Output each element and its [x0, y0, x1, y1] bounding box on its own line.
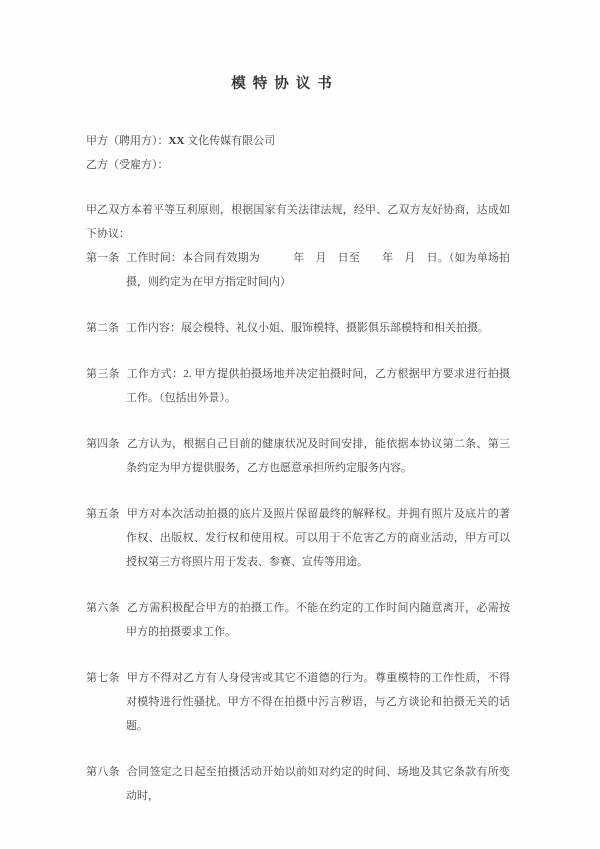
party-b-line: [86, 153, 510, 177]
clause-8-label: 第八条: [86, 766, 120, 778]
clause-3-label: 第三条: [86, 368, 120, 380]
clause-6-text: 乙方需积极配合甲方的拍摄工作。不能在约定的工作时间内随意离开，必需按甲方的拍摄要求工作。: [126, 602, 511, 638]
clause-5-text: 甲方对本次活动拍摄的底片及照片保留最终的解释权。并拥有照片及底片的著作权、出版权、发行权和使用权。可以用于不危害乙方的商业活动，甲方可以授权第三方将照片用于发表、参赛、宣传等用途。: [126, 508, 511, 568]
clause-1: [86, 246, 510, 294]
clause-4: [86, 432, 510, 480]
clauses-list: [86, 246, 510, 808]
clause-5: [86, 502, 510, 574]
clause-6-label: 第六条: [86, 602, 120, 614]
clause-1-text: 工作时间：本合同有效期为 年 月 日至 年 月 日。（如为单场拍摄，则约定为在甲方指定时间内）: [126, 252, 511, 288]
party-b-label: 乙方（受雇方）：: [86, 159, 169, 171]
clause-4-text: 乙方认为，根据自己目前的健康状况及时间安排，能依据本协议第二条、第三条约定为甲方提供服务，乙方也愿意承担所约定服务内容。: [126, 438, 511, 474]
preamble-paragraph: 甲乙双方本着平等互利原则，根据国家有关法律法规，经甲、乙双方友好协商，达成如下协议：: [86, 204, 510, 240]
clause-3: [86, 362, 510, 410]
clause-5-label: 第五条: [86, 508, 120, 520]
clause-2-text: 工作内容：展会模特、礼仪小姐、服饰模特、摄影俱乐部模特和相关拍摄。: [126, 322, 489, 334]
clause-2-label: 第二条: [86, 322, 119, 334]
clause-6: [86, 596, 510, 644]
clause-7: [86, 666, 510, 738]
clause-2: [86, 316, 510, 340]
party-a-company-name: 文化传媒有限公司: [184, 135, 276, 147]
clause-3-text: 工作方式：2. 甲方提供拍摄场地并决定拍摄时间，乙方根据甲方要求进行拍摄工作。（包括出外景）。: [126, 368, 511, 404]
clause-4-label: 第四条: [86, 438, 120, 450]
party-a-company-abbr: XX: [168, 135, 185, 147]
party-a-line: [86, 129, 510, 153]
document-title: 模特协议书: [231, 76, 339, 92]
clause-7-label: 第七条: [86, 672, 120, 684]
clause-8: [86, 760, 510, 808]
clause-1-label: 第一条: [86, 252, 120, 264]
clause-8-text: 合同签定之日起至拍摄活动开始以前如对约定的时间、场地及其它条款有所变动时，: [126, 766, 511, 802]
party-a-label: 甲方（聘用方）：: [86, 135, 169, 147]
clause-7-text: 甲方不得对乙方有人身侵害或其它不道德的行为。尊重模特的工作性质，不得对模特进行性骚扰。甲方不得在拍摄中污言秽语，与乙方谈论和拍摄无关的话题。: [126, 672, 511, 732]
parties-block: [86, 129, 510, 177]
